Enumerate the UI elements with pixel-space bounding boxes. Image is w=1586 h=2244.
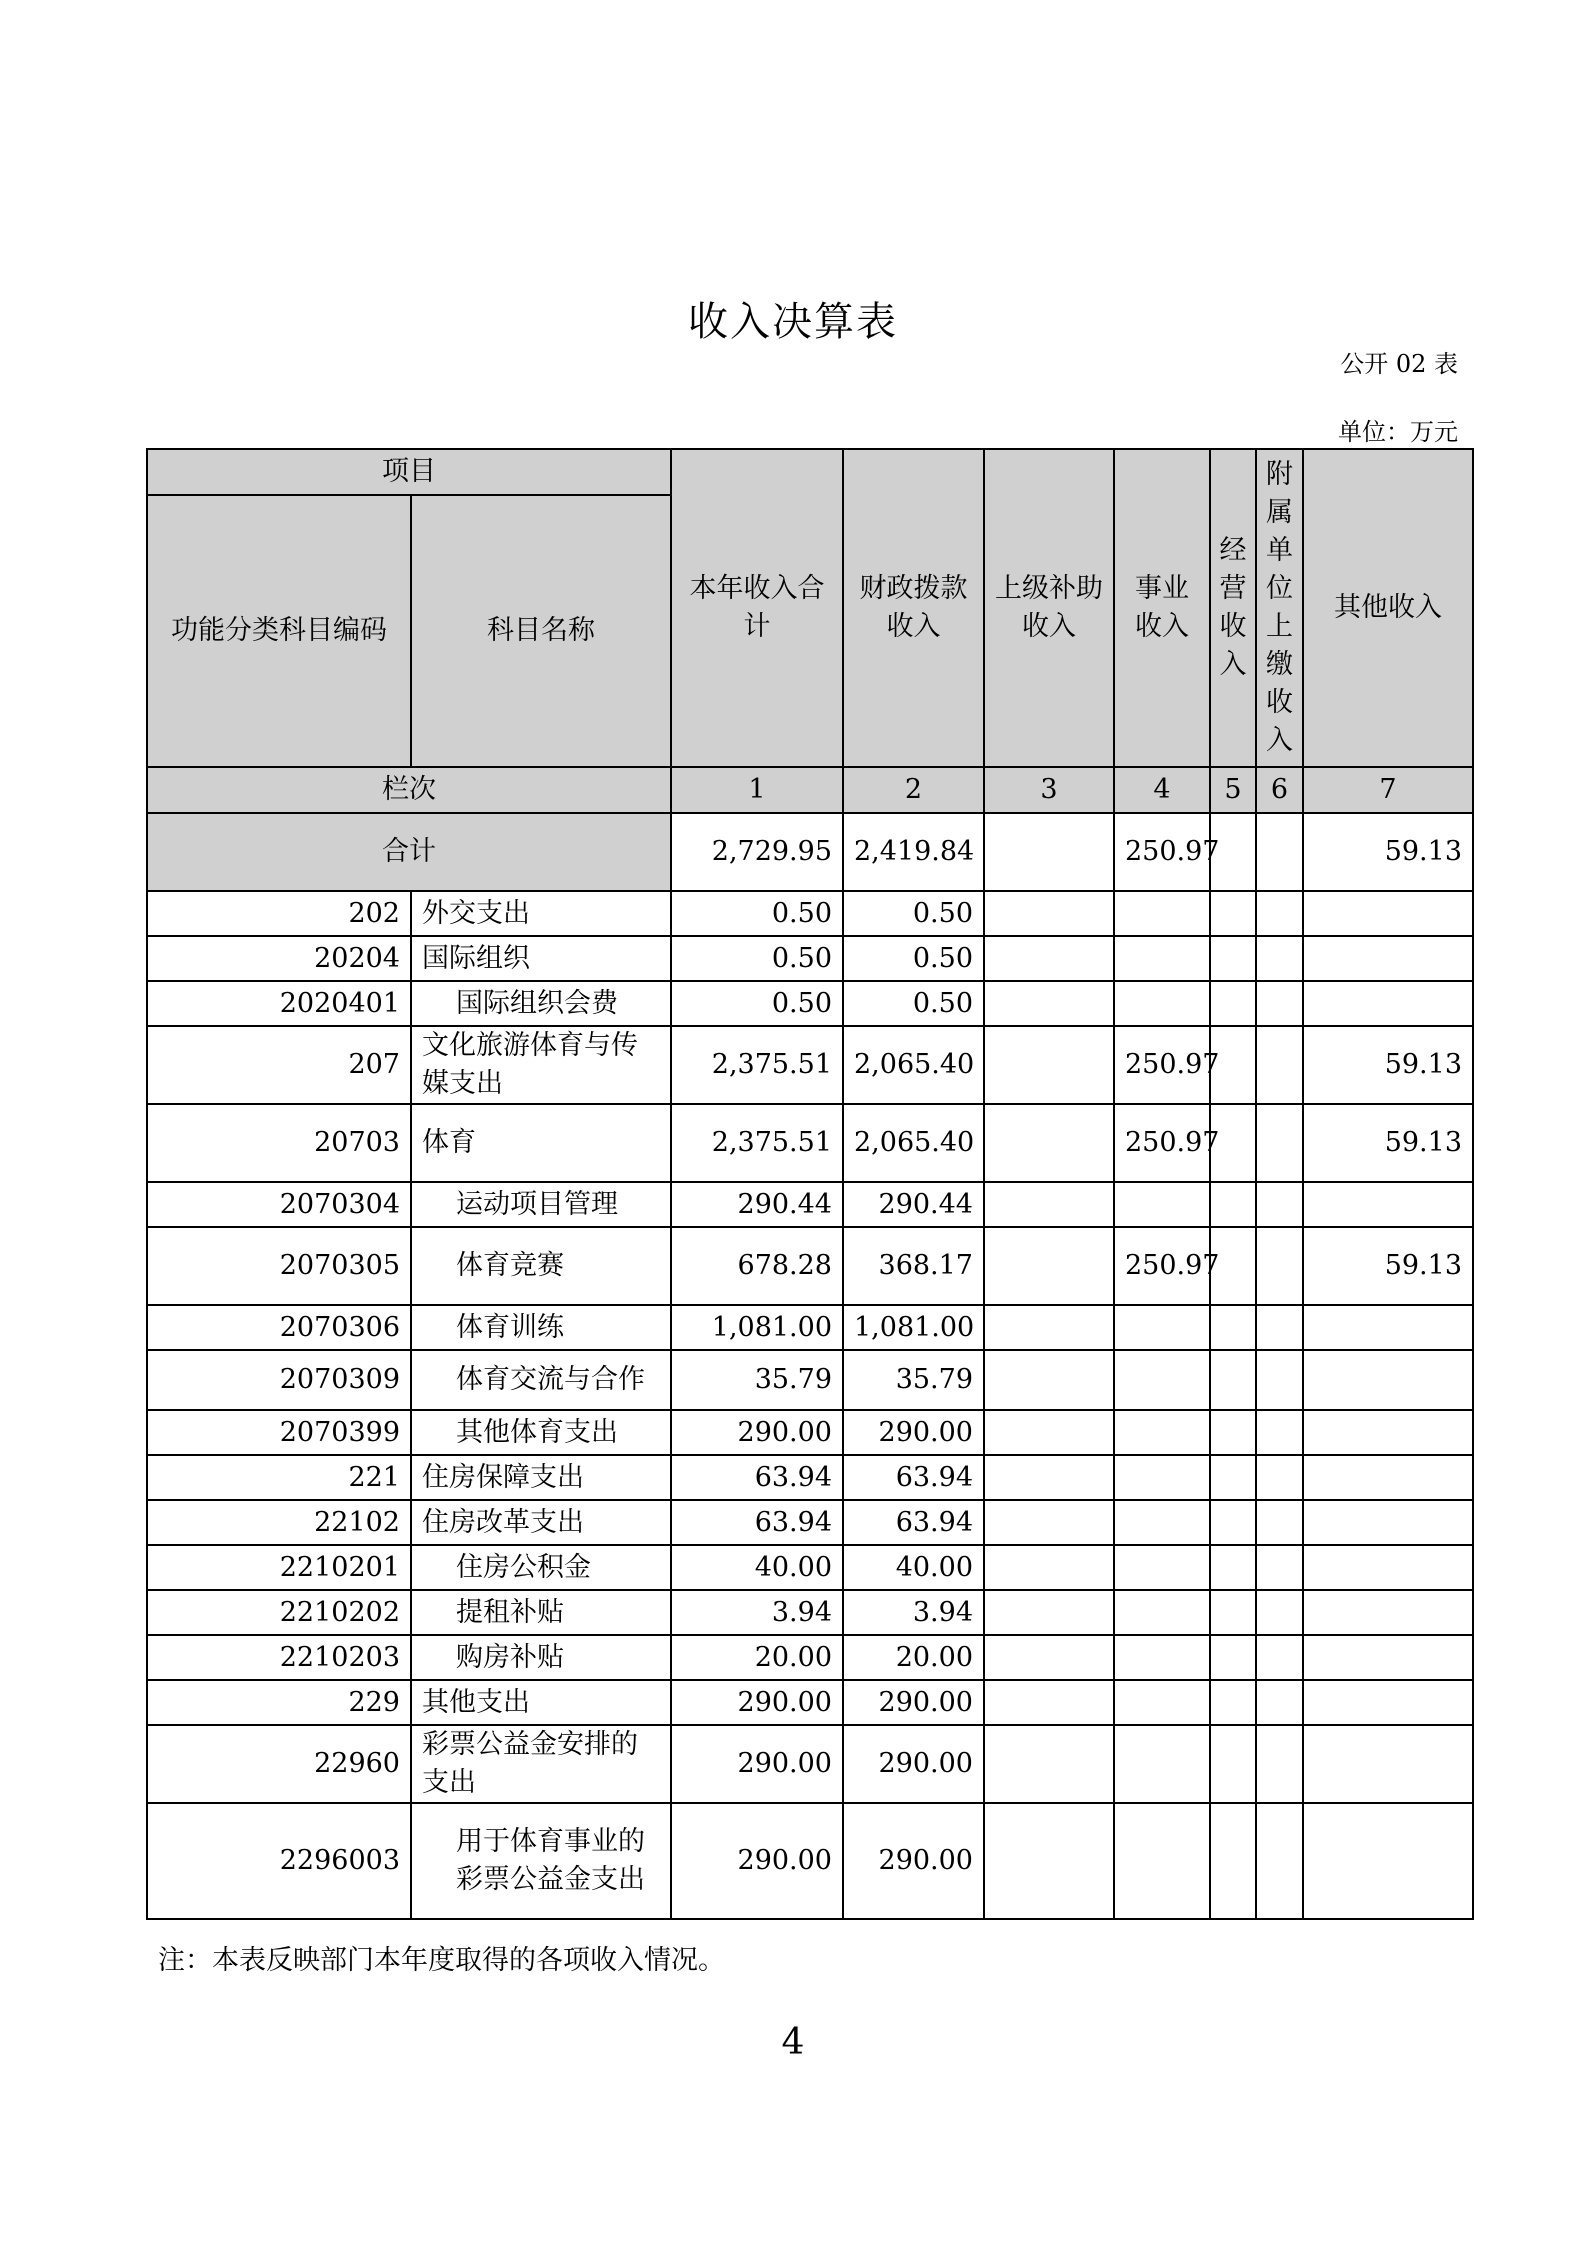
cell-c1: 0.50 bbox=[671, 981, 843, 1026]
cell-c2: 290.00 bbox=[843, 1680, 984, 1725]
header-col3: 上级补助收入 bbox=[984, 449, 1114, 767]
cell-c2: 2,065.40 bbox=[843, 1026, 984, 1104]
cell-name: 提租补贴 bbox=[411, 1590, 671, 1635]
cell-code: 22102 bbox=[147, 1500, 411, 1545]
cell-c3 bbox=[984, 1182, 1114, 1227]
cell-c5 bbox=[1210, 1350, 1256, 1410]
total-c4: 250.97 bbox=[1114, 813, 1210, 891]
cell-c4 bbox=[1114, 1635, 1210, 1680]
cell-code: 207 bbox=[147, 1026, 411, 1104]
table-row bbox=[147, 891, 1473, 936]
lanci-6: 6 bbox=[1256, 767, 1303, 813]
header-col2: 财政拨款收入 bbox=[843, 449, 984, 767]
cell-c7: 59.13 bbox=[1303, 1227, 1473, 1305]
cell-c3 bbox=[984, 1635, 1114, 1680]
cell-c1: 3.94 bbox=[671, 1590, 843, 1635]
cell-c6 bbox=[1256, 1410, 1303, 1455]
cell-c5 bbox=[1210, 1545, 1256, 1590]
cell-code: 2210201 bbox=[147, 1545, 411, 1590]
cell-c1: 290.44 bbox=[671, 1182, 843, 1227]
cell-name: 购房补贴 bbox=[411, 1635, 671, 1680]
cell-c5 bbox=[1210, 1305, 1256, 1350]
cell-c7 bbox=[1303, 1305, 1473, 1350]
cell-c5 bbox=[1210, 936, 1256, 981]
total-c1: 2,729.95 bbox=[671, 813, 843, 891]
cell-c5 bbox=[1210, 981, 1256, 1026]
cell-c7 bbox=[1303, 1545, 1473, 1590]
cell-name: 住房改革支出 bbox=[411, 1500, 671, 1545]
cell-c7 bbox=[1303, 1680, 1473, 1725]
cell-c7 bbox=[1303, 1350, 1473, 1410]
cell-c1: 290.00 bbox=[671, 1803, 843, 1919]
total-c2: 2,419.84 bbox=[843, 813, 984, 891]
cell-c1: 40.00 bbox=[671, 1545, 843, 1590]
cell-c6 bbox=[1256, 1227, 1303, 1305]
cell-c3 bbox=[984, 1725, 1114, 1803]
cell-code: 2210203 bbox=[147, 1635, 411, 1680]
cell-c1: 2,375.51 bbox=[671, 1104, 843, 1182]
lanci-5: 5 bbox=[1210, 767, 1256, 813]
cell-c3 bbox=[984, 936, 1114, 981]
cell-c6 bbox=[1256, 1026, 1303, 1104]
cell-c2: 290.00 bbox=[843, 1803, 984, 1919]
cell-code: 2070306 bbox=[147, 1305, 411, 1350]
cell-c6 bbox=[1256, 1725, 1303, 1803]
cell-c2: 1,081.00 bbox=[843, 1305, 984, 1350]
cell-c5 bbox=[1210, 1803, 1256, 1919]
table-note: 注：本表反映部门本年度取得的各项收入情况。 bbox=[158, 1945, 725, 1976]
form-number: 公开 02 表 bbox=[1340, 350, 1458, 378]
cell-c3 bbox=[984, 1350, 1114, 1410]
cell-c5 bbox=[1210, 1500, 1256, 1545]
cell-c6 bbox=[1256, 1455, 1303, 1500]
cell-name: 国际组织会费 bbox=[411, 981, 671, 1026]
cell-c2: 35.79 bbox=[843, 1350, 984, 1410]
table-row bbox=[147, 1410, 1473, 1455]
cell-c2: 0.50 bbox=[843, 981, 984, 1026]
table-row bbox=[147, 1635, 1473, 1680]
cell-name: 其他体育支出 bbox=[411, 1410, 671, 1455]
header-name: 科目名称 bbox=[411, 495, 671, 767]
cell-c4 bbox=[1114, 1305, 1210, 1350]
table-row bbox=[147, 1680, 1473, 1725]
cell-code: 229 bbox=[147, 1680, 411, 1725]
cell-c4 bbox=[1114, 1455, 1210, 1500]
cell-code: 2210202 bbox=[147, 1590, 411, 1635]
page-number: 4 bbox=[781, 2022, 805, 2063]
cell-c1: 20.00 bbox=[671, 1635, 843, 1680]
header-col1: 本年收入合计 bbox=[671, 449, 843, 767]
cell-c3 bbox=[984, 1227, 1114, 1305]
cell-name: 体育竞赛 bbox=[411, 1227, 671, 1305]
cell-c4 bbox=[1114, 1545, 1210, 1590]
cell-code: 2296003 bbox=[147, 1803, 411, 1919]
cell-c7 bbox=[1303, 981, 1473, 1026]
cell-c3 bbox=[984, 1026, 1114, 1104]
cell-c2: 3.94 bbox=[843, 1590, 984, 1635]
cell-code: 22960 bbox=[147, 1725, 411, 1803]
cell-c5 bbox=[1210, 1410, 1256, 1455]
cell-code: 2070309 bbox=[147, 1350, 411, 1410]
header-code: 功能分类科目编码 bbox=[147, 495, 411, 767]
table-row bbox=[147, 1500, 1473, 1545]
cell-c6 bbox=[1256, 1500, 1303, 1545]
cell-c7 bbox=[1303, 1635, 1473, 1680]
cell-c1: 63.94 bbox=[671, 1500, 843, 1545]
cell-c1: 0.50 bbox=[671, 891, 843, 936]
table-row bbox=[147, 1350, 1473, 1410]
cell-name: 住房公积金 bbox=[411, 1545, 671, 1590]
cell-name: 体育 bbox=[411, 1104, 671, 1182]
cell-code: 221 bbox=[147, 1455, 411, 1500]
table-row bbox=[147, 1026, 1473, 1104]
cell-name: 用于体育事业的彩票公益金支出 bbox=[411, 1803, 671, 1919]
cell-name: 体育训练 bbox=[411, 1305, 671, 1350]
lanci-2: 2 bbox=[843, 767, 984, 813]
cell-c4 bbox=[1114, 1803, 1210, 1919]
cell-code: 2020401 bbox=[147, 981, 411, 1026]
cell-c2: 290.00 bbox=[843, 1725, 984, 1803]
cell-c6 bbox=[1256, 1545, 1303, 1590]
cell-c6 bbox=[1256, 1635, 1303, 1680]
total-c3 bbox=[984, 813, 1114, 891]
cell-c4 bbox=[1114, 1182, 1210, 1227]
cell-code: 2070399 bbox=[147, 1410, 411, 1455]
cell-c6 bbox=[1256, 1305, 1303, 1350]
cell-c2: 0.50 bbox=[843, 936, 984, 981]
cell-c4 bbox=[1114, 936, 1210, 981]
cell-name: 外交支出 bbox=[411, 891, 671, 936]
cell-c1: 2,375.51 bbox=[671, 1026, 843, 1104]
header-col5: 经 营 收 入 bbox=[1210, 449, 1256, 767]
cell-c6 bbox=[1256, 936, 1303, 981]
cell-c2: 368.17 bbox=[843, 1227, 984, 1305]
cell-c3 bbox=[984, 891, 1114, 936]
cell-c3 bbox=[984, 1410, 1114, 1455]
total-label: 合计 bbox=[147, 813, 671, 891]
cell-c1: 290.00 bbox=[671, 1680, 843, 1725]
lanci-4: 4 bbox=[1114, 767, 1210, 813]
cell-c4: 250.97 bbox=[1114, 1026, 1210, 1104]
cell-c6 bbox=[1256, 1680, 1303, 1725]
lanci-1: 1 bbox=[671, 767, 843, 813]
cell-c4 bbox=[1114, 1410, 1210, 1455]
lanci-7: 7 bbox=[1303, 767, 1473, 813]
cell-c5 bbox=[1210, 1680, 1256, 1725]
table-row bbox=[147, 1803, 1473, 1919]
cell-c6 bbox=[1256, 891, 1303, 936]
cell-c2: 63.94 bbox=[843, 1455, 984, 1500]
page-title: 收入决算表 bbox=[688, 299, 898, 345]
cell-c7 bbox=[1303, 1500, 1473, 1545]
cell-c7 bbox=[1303, 1725, 1473, 1803]
table-row bbox=[147, 1725, 1473, 1803]
cell-c3 bbox=[984, 1305, 1114, 1350]
cell-c2: 290.00 bbox=[843, 1410, 984, 1455]
cell-name: 运动项目管理 bbox=[411, 1182, 671, 1227]
cell-c6 bbox=[1256, 1182, 1303, 1227]
cell-c5 bbox=[1210, 1590, 1256, 1635]
table-row bbox=[147, 1227, 1473, 1305]
cell-c4: 250.97 bbox=[1114, 1104, 1210, 1182]
cell-c6 bbox=[1256, 1803, 1303, 1919]
cell-name: 彩票公益金安排的支出 bbox=[411, 1725, 671, 1803]
cell-c1: 1,081.00 bbox=[671, 1305, 843, 1350]
header-col4: 事业收入 bbox=[1114, 449, 1210, 767]
cell-c7 bbox=[1303, 936, 1473, 981]
cell-c7 bbox=[1303, 1410, 1473, 1455]
cell-c3 bbox=[984, 981, 1114, 1026]
cell-code: 20703 bbox=[147, 1104, 411, 1182]
cell-c4 bbox=[1114, 1590, 1210, 1635]
cell-c7 bbox=[1303, 1182, 1473, 1227]
cell-code: 202 bbox=[147, 891, 411, 936]
cell-c3 bbox=[984, 1104, 1114, 1182]
cell-code: 2070304 bbox=[147, 1182, 411, 1227]
total-c7: 59.13 bbox=[1303, 813, 1473, 891]
cell-c2: 2,065.40 bbox=[843, 1104, 984, 1182]
cell-c7 bbox=[1303, 1803, 1473, 1919]
table-row bbox=[147, 1545, 1473, 1590]
cell-c1: 678.28 bbox=[671, 1227, 843, 1305]
table-row bbox=[147, 1182, 1473, 1227]
cell-c3 bbox=[984, 1680, 1114, 1725]
cell-c1: 63.94 bbox=[671, 1455, 843, 1500]
cell-c4 bbox=[1114, 891, 1210, 936]
cell-c2: 0.50 bbox=[843, 891, 984, 936]
cell-c4 bbox=[1114, 1725, 1210, 1803]
cell-c3 bbox=[984, 1803, 1114, 1919]
cell-c7 bbox=[1303, 1455, 1473, 1500]
header-col6: 附 属 单 位 上 缴 收 入 bbox=[1256, 449, 1303, 767]
cell-c1: 290.00 bbox=[671, 1725, 843, 1803]
cell-name: 国际组织 bbox=[411, 936, 671, 981]
table-row bbox=[147, 1455, 1473, 1500]
cell-name: 文化旅游体育与传媒支出 bbox=[411, 1026, 671, 1104]
cell-c6 bbox=[1256, 1590, 1303, 1635]
table-row bbox=[147, 1104, 1473, 1182]
header-item: 项目 bbox=[147, 449, 671, 495]
cell-code: 20204 bbox=[147, 936, 411, 981]
cell-c7: 59.13 bbox=[1303, 1104, 1473, 1182]
cell-c2: 40.00 bbox=[843, 1545, 984, 1590]
header-col7: 其他收入 bbox=[1303, 449, 1473, 767]
cell-c3 bbox=[984, 1500, 1114, 1545]
cell-name: 住房保障支出 bbox=[411, 1455, 671, 1500]
cell-c5 bbox=[1210, 891, 1256, 936]
cell-c5 bbox=[1210, 1455, 1256, 1500]
table-row bbox=[147, 981, 1473, 1026]
cell-c5 bbox=[1210, 1725, 1256, 1803]
cell-c5 bbox=[1210, 1635, 1256, 1680]
cell-c5 bbox=[1210, 1182, 1256, 1227]
lanci-3: 3 bbox=[984, 767, 1114, 813]
cell-c1: 35.79 bbox=[671, 1350, 843, 1410]
cell-c1: 290.00 bbox=[671, 1410, 843, 1455]
lanci-label: 栏次 bbox=[147, 767, 671, 813]
cell-c7 bbox=[1303, 1590, 1473, 1635]
cell-code: 2070305 bbox=[147, 1227, 411, 1305]
cell-c1: 0.50 bbox=[671, 936, 843, 981]
cell-c3 bbox=[984, 1455, 1114, 1500]
table-row bbox=[147, 1590, 1473, 1635]
cell-c4 bbox=[1114, 1500, 1210, 1545]
table-row bbox=[147, 936, 1473, 981]
table-row bbox=[147, 1305, 1473, 1350]
cell-c7 bbox=[1303, 891, 1473, 936]
cell-c4 bbox=[1114, 981, 1210, 1026]
cell-c4: 250.97 bbox=[1114, 1227, 1210, 1305]
cell-c2: 290.44 bbox=[843, 1182, 984, 1227]
cell-c4 bbox=[1114, 1350, 1210, 1410]
income-table bbox=[146, 448, 1474, 1920]
cell-c4 bbox=[1114, 1680, 1210, 1725]
cell-name: 其他支出 bbox=[411, 1680, 671, 1725]
cell-c6 bbox=[1256, 1104, 1303, 1182]
cell-name: 体育交流与合作 bbox=[411, 1350, 671, 1410]
cell-c3 bbox=[984, 1590, 1114, 1635]
cell-c6 bbox=[1256, 1350, 1303, 1410]
cell-c7: 59.13 bbox=[1303, 1026, 1473, 1104]
cell-c2: 20.00 bbox=[843, 1635, 984, 1680]
cell-c6 bbox=[1256, 981, 1303, 1026]
total-c6 bbox=[1256, 813, 1303, 891]
unit-label: 单位：万元 bbox=[1338, 418, 1458, 446]
cell-c2: 63.94 bbox=[843, 1500, 984, 1545]
cell-c3 bbox=[984, 1545, 1114, 1590]
